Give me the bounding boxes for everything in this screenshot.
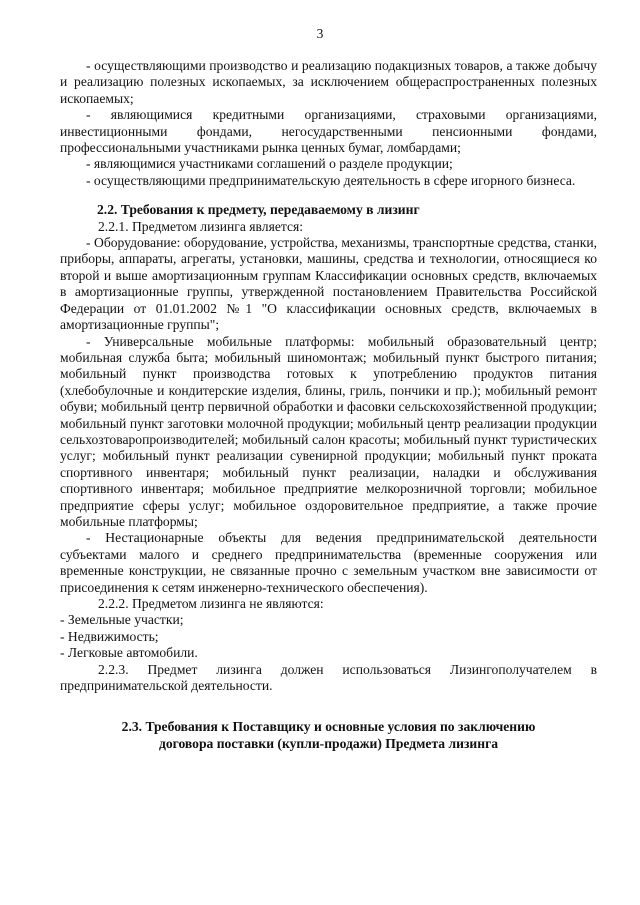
subsection-2-2-1: 2.2.1. Предметом лизинга является:: [98, 218, 304, 234]
paragraph-gambling: - осуществляющими предпринимательскую деятельность в сфере игорного бизнеса.: [86, 172, 576, 188]
paragraph-psa: - являющимися участниками соглашений о разделе продукции;: [86, 156, 453, 172]
section-heading-2-2: 2.2. Требования к предмету, передаваемому в лизинг: [97, 202, 420, 218]
paragraph-mobile-platforms: - Универсальные мобильные платформы: мобильный образовательный центр; мобильная служба быта; мобильный шиномонтаж; мобильный пункт быстрого питания; мобильный пункт производства готовых к употреблению продуктов питания (хлебобулочные и кондитерские изделия, блины, гриль, пончики и пр.); мобильный ремонт обуви; мобильный центр первичной обработки и фасовки сельскохозяйственной продукции; мобильный пункт заготовки молочной продукции; мобильный центр реализации продукции сельхозтоваропроизводителей; мобильный салон красоты; мобильный пункт туристических услуг; мобильный пункт реализации сувенирной продукции; мобильный пункт проката спортивного инвентаря; мобильный пункт реализации, наладки и обслуживания спортивного инвентаря; мобильное предприятие мелкорозничной торговли; мобильное предприятие сферы услуг; мобильное оздоровительное предприятие, а также прочие мобильные платформы;: [60, 333, 597, 529]
paragraph-credit-orgs: - являющимися кредитными организациями, страховыми организациями, инвестиционными фондами, негосударственными пенсионными фондами, профессиональными участниками рынка ценных бумаг, ломбардами;: [60, 107, 597, 156]
list-item-land: - Земельные участки;: [60, 612, 184, 628]
paragraph-stationary-objects: - Нестационарные объекты для ведения предпринимательской деятельности субъектами малого и среднего предпринимательства (временные сооружения или временные конструкции, не связанные прочно с земельным участком вне зависимости от присоединения к сетям инженерно-технического обеспечения).: [60, 530, 597, 595]
subsection-2-2-3: 2.2.3. Предмет лизинга должен использоваться Лизингополучателем в предпринимательской деятельности.: [60, 661, 597, 694]
section-heading-2-3-line1: 2.3. Требования к Поставщику и основные условия по заключению: [121, 719, 536, 735]
section-heading-2-3-line2: договора поставки (купли-продажи) Предмета лизинга: [158, 736, 499, 752]
list-item-realty: - Недвижимость;: [60, 628, 159, 644]
page-number: 3: [316, 26, 324, 41]
list-item-cars: - Легковые автомобили.: [60, 645, 198, 661]
subsection-2-2-2: 2.2.2. Предметом лизинга не являются:: [98, 596, 324, 611]
document-body: [60, 58, 597, 752]
paragraph-equipment: - Оборудование: оборудование, устройства, механизмы, транспортные средства, станки, приборы, аппараты, агрегаты, установки, машины, средства и технологии, относящиеся ко второй и выше амортизационным группам Классификации основных средств, включаемых в амортизационные группы, утвержденной постановлением Правительства Российской Федерации от 01.01.2002 №1 "О классификации основных средств, включаемых в амортизационные группы";: [60, 235, 597, 333]
paragraph-excise: - осуществляющими производство и реализацию подакцизных товаров, а также добычу и реализацию полезных ископаемых, за исключением общераспространенных полезных ископаемых;: [60, 58, 597, 106]
section-heading-2-3: [60, 718, 597, 752]
